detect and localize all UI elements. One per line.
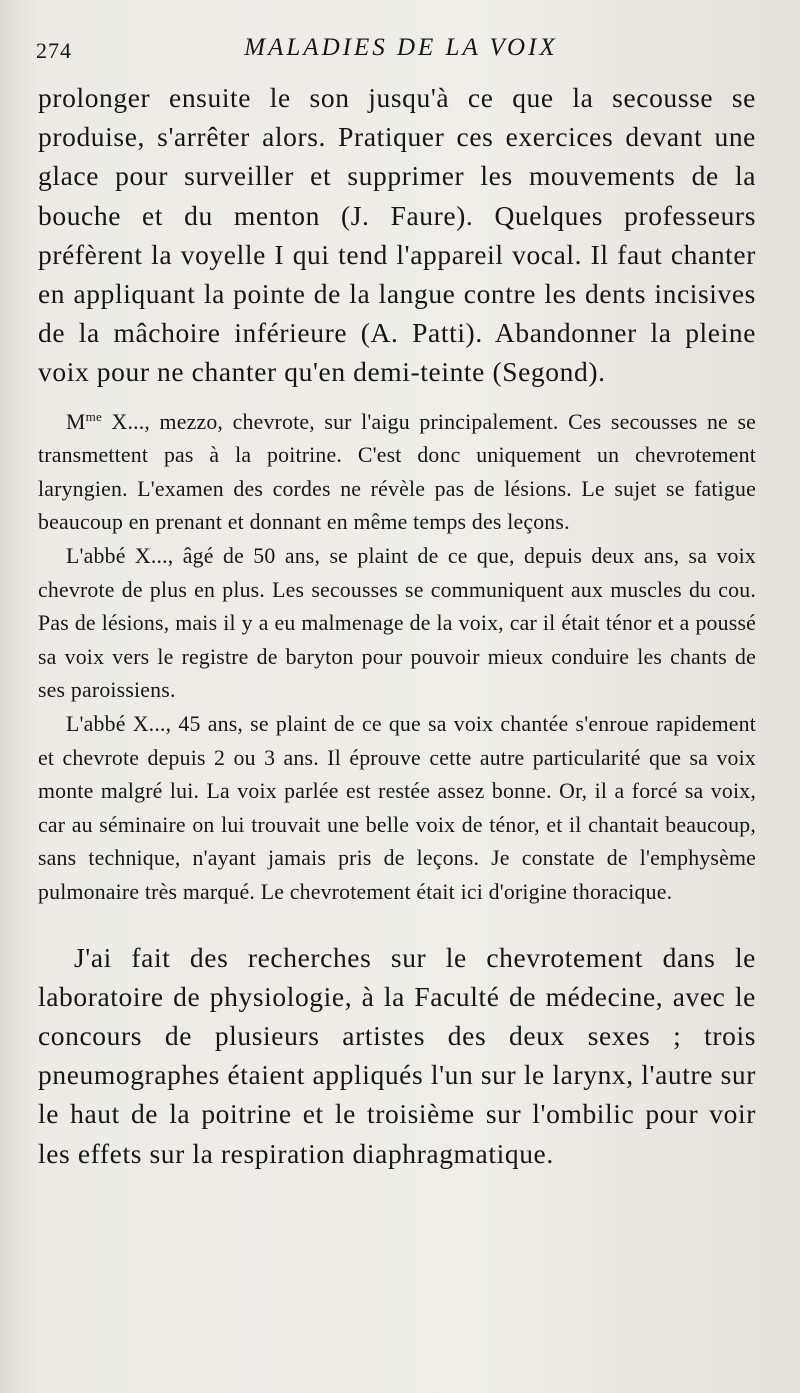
page-number: 274 [36, 38, 72, 63]
case-mezzo-text: X..., mezzo, chevrote, sur l'aigu principalement. Ces secousses ne se transmettent pas à la poitrine. C'est donc uniquement un chevrotement laryngien. L'examen des cordes ne révèle pas de lésions. Le sujet se fatigue beaucoup en prenant et donnant en même temps des leçons. [38, 409, 756, 535]
page-header [36, 34, 766, 66]
case-mezzo-superscript: me [85, 408, 102, 424]
case-mezzo-prefix: M [66, 409, 86, 434]
paragraph-research: J'ai fait des recherches sur le chevrotement dans le laboratoire de physiologie, à la Faculté de médecine, avec le concours de plusieurs artistes des deux sexes ; trois pneumographes étaient appliqués l'un sur le larynx, l'autre sur le haut de la poitrine et le troisième sur l'ombilic pour voir les effets sur la respiration diaphragmatique. [38, 941, 756, 1169]
paragraph-exercises: prolonger ensuite le son jusqu'à ce que la secousse se produise, s'arrêter alors. Pratiquer ces exercices devant une glace pour surveiller et supprimer les mouvements de la bouche et du menton (J. Faure). Quelques professeurs préfèrent la voyelle I qui tend l'appareil vocal. Il faut chanter en appliquant la pointe de la langue contre les dents incisives de la mâchoire inférieure (A. Patti). Abandonner la pleine voix pour ne chanter qu'en demi-teinte (Segond). [38, 82, 756, 388]
case-mezzo [38, 406, 756, 540]
running-title: MALADIES DE LA VOIX [244, 34, 558, 61]
page-body [38, 78, 756, 1173]
case-abbe-45: L'abbé X..., 45 ans, se plaint de ce que sa voix chantée s'enroue rapidement et chevrote depuis 2 ou 3 ans. Il éprouve cette autre particularité que sa voix monte malgré lui. La voix parlée est restée assez bonne. Or, il a forcé sa voix, car au séminaire on lui trouvait une belle voix de ténor, et il chantait beaucoup, sans technique, n'ayant jamais pris de leçons. Je constate de l'emphysème pulmonaire très marqué. Le chevrotement était ici d'origine thoracique. [38, 711, 756, 904]
case-abbe-50: L'abbé X..., âgé de 50 ans, se plaint de ce que, depuis deux ans, sa voix chevrote de plus en plus. Les secousses se communiquent aux muscles du cou. Pas de lésions, mais il y a eu malmenage de la voix, car il était ténor et a poussé sa voix vers le registre de baryton pour pouvoir mieux conduire les chants de ses paroissiens. [38, 544, 756, 703]
